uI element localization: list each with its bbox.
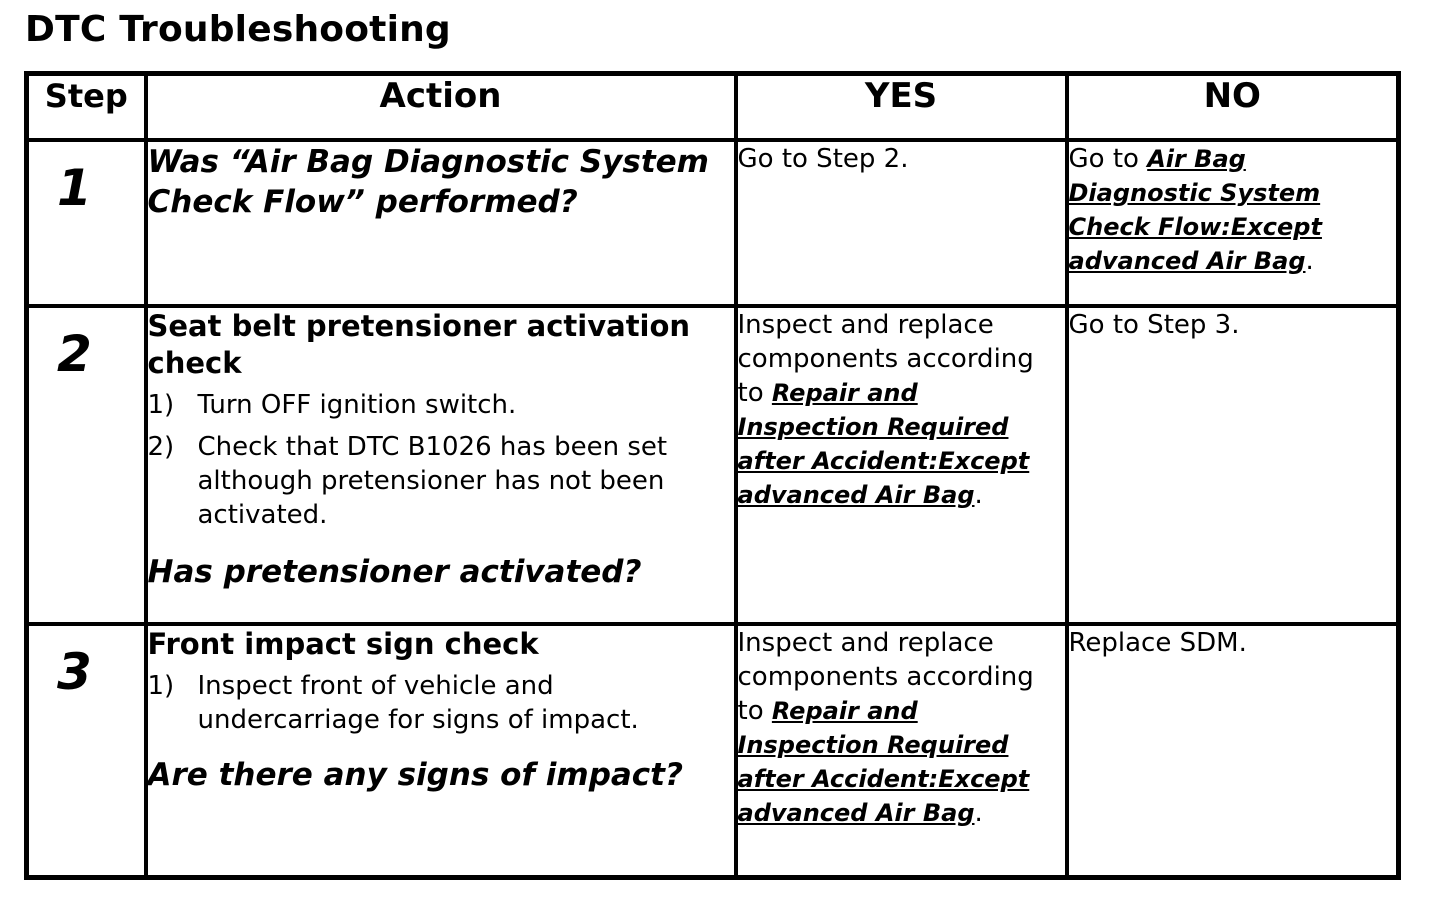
- no-cell: [1067, 306, 1399, 624]
- substep-text: Turn OFF ignition switch.: [197, 390, 517, 420]
- list-item: [148, 388, 734, 422]
- action-cell: [146, 624, 736, 878]
- yes-prefix: Inspect and replace components according to: [737, 310, 1034, 408]
- substep-text: Inspect front of vehicle and undercarriage for signs of impact.: [197, 671, 639, 735]
- yes-cell: [736, 140, 1067, 306]
- action-question: Was “Air Bag Diagnostic System Check Flow” performed?: [147, 144, 709, 220]
- yes-suffix: .: [974, 480, 983, 510]
- yes-cell: [736, 624, 1067, 878]
- substep-text: Check that DTC B1026 has been set although pretensioner has not been activated.: [197, 432, 668, 530]
- step-number: 1: [57, 159, 92, 217]
- yes-text: Go to Step 2.: [737, 144, 909, 174]
- action-question: Are there any signs of impact?: [147, 757, 683, 793]
- substep-list: [148, 388, 734, 532]
- table-row: [27, 306, 1399, 624]
- dtc-table: [24, 71, 1401, 880]
- header-yes: YES: [736, 74, 1067, 141]
- list-item: [148, 669, 734, 737]
- step-cell: [27, 306, 146, 624]
- list-item: [148, 430, 734, 532]
- yes-reference-link[interactable]: Repair and Inspection Required after Accident:Except advanced Air Bag: [737, 697, 1030, 827]
- header-action: Action: [146, 74, 736, 141]
- header-row: [27, 74, 1399, 141]
- yes-suffix: .: [974, 798, 983, 828]
- substep-number: 1): [147, 671, 175, 701]
- yes-prefix: Inspect and replace components according to: [737, 628, 1034, 726]
- table-row: [27, 140, 1399, 306]
- no-cell: [1067, 140, 1399, 306]
- yes-cell: [736, 306, 1067, 624]
- no-prefix: Go to: [1068, 144, 1148, 174]
- step-number: 2: [57, 325, 92, 383]
- substep-number: 2): [147, 432, 175, 462]
- document-title: DTC Troubleshooting: [25, 9, 451, 50]
- no-suffix: .: [1305, 246, 1314, 276]
- no-cell: [1067, 624, 1399, 878]
- no-text: Go to Step 3.: [1068, 310, 1240, 340]
- table-row: [27, 624, 1399, 878]
- action-heading: Seat belt pretensioner activation check: [147, 309, 691, 380]
- substep-number: 1): [147, 390, 175, 420]
- action-cell: [146, 140, 736, 306]
- header-no: NO: [1067, 74, 1399, 141]
- header-step: Step: [27, 74, 146, 141]
- action-cell: [146, 306, 736, 624]
- step-number: 3: [57, 643, 92, 701]
- yes-reference-link[interactable]: Repair and Inspection Required after Accident:Except advanced Air Bag: [737, 379, 1030, 509]
- step-cell: [27, 624, 146, 878]
- step-cell: [27, 140, 146, 306]
- action-question: Has pretensioner activated?: [147, 554, 642, 590]
- no-text: Replace SDM.: [1068, 628, 1247, 658]
- action-heading: Front impact sign check: [147, 627, 539, 661]
- substep-list: [148, 669, 734, 737]
- no-reference-link[interactable]: Air Bag Diagnostic System Check Flow:Except advanced Air Bag: [1068, 145, 1322, 275]
